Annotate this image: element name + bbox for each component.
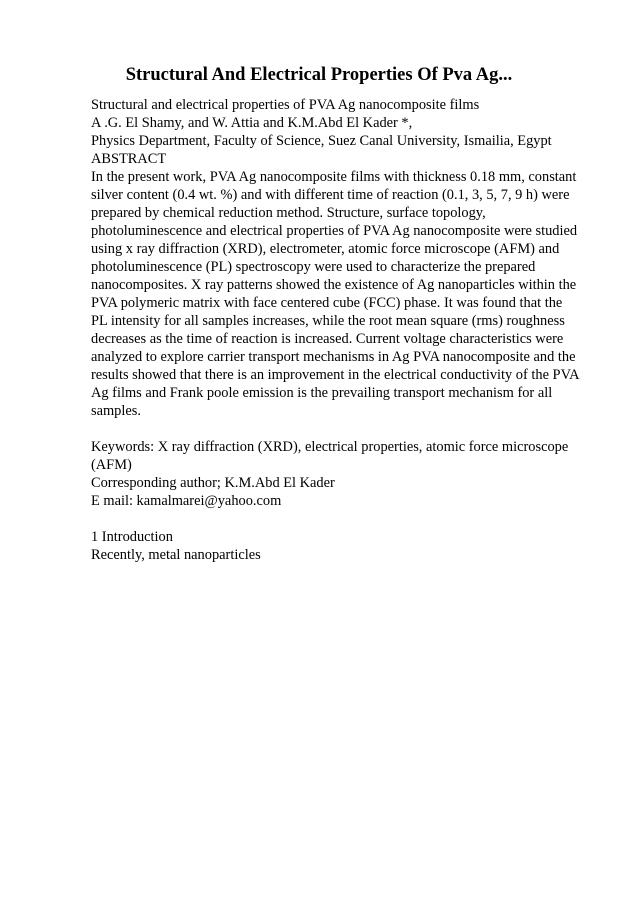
- document-body: [91, 96, 601, 564]
- document-title: Structural And Electrical Properties Of Pva Ag...: [125, 65, 513, 85]
- introduction-block: [91, 528, 601, 564]
- abstract-line: prepared by chemical reduction method. Structure, surface topology,: [91, 205, 486, 221]
- abstract-line: results showed that there is an improvement in the electrical conductivity of the PVA: [91, 367, 580, 383]
- authors-line: A .G. El Shamy, and W. Attia and K.M.Abd El Kader *,: [91, 115, 413, 131]
- introduction-text: Recently, metal nanoparticles: [91, 547, 261, 563]
- abstract-line: photoluminescence (PL) spectroscopy were used to characterize the prepared: [91, 259, 536, 275]
- abstract-line: Ag films and Frank poole emission is the prevailing transport mechanism for all: [91, 385, 553, 401]
- abstract-line: In the present work, PVA Ag nanocomposite films with thickness 0.18 mm, constant: [91, 169, 577, 185]
- keywords-line-continued: (AFM): [91, 457, 132, 473]
- keywords-block: [91, 438, 601, 510]
- affiliation-line: Physics Department, Faculty of Science, Suez Canal University, Ismailia, Egypt: [91, 133, 552, 149]
- paragraph-gap: [91, 420, 601, 438]
- introduction-heading: 1 Introduction: [91, 529, 173, 545]
- paragraph-gap: [91, 510, 601, 528]
- abstract-line: analyzed to explore carrier transport mechanisms in Ag PVA nanocomposite and the: [91, 349, 576, 365]
- abstract-line: PVA polymeric matrix with face centered cube (FCC) phase. It was found that the: [91, 295, 563, 311]
- paper-title-line: Structural and electrical properties of PVA Ag nanocomposite films: [91, 97, 480, 113]
- abstract-line: decreases as the time of reaction is increased. Current voltage characteristics were: [91, 331, 564, 347]
- abstract-line: samples.: [91, 403, 141, 419]
- abstract-line: silver content (0.4 wt. %) and with different time of reaction (0.1, 3, 5, 7, 9 h) were: [91, 187, 570, 203]
- abstract-block: [91, 168, 601, 420]
- abstract-heading: ABSTRACT: [91, 151, 167, 167]
- abstract-line: PL intensity for all samples increases, while the root mean square (rms) roughness: [91, 313, 565, 329]
- corresponding-author-line: Corresponding author; K.M.Abd El Kader: [91, 475, 335, 491]
- abstract-line: photoluminescence and electrical properties of PVA Ag nanocomposite were studied: [91, 223, 578, 239]
- keywords-line: Keywords: X ray diffraction (XRD), electrical properties, atomic force microscope: [91, 439, 569, 455]
- email-line: E mail: kamalmarei@yahoo.com: [91, 493, 282, 509]
- abstract-line: using x ray diffraction (XRD), electrometer, atomic force microscope (AFM) and: [91, 241, 560, 257]
- header-block: [91, 96, 601, 168]
- abstract-line: nanocomposites. X ray patterns showed the existence of Ag nanoparticles within the: [91, 277, 577, 293]
